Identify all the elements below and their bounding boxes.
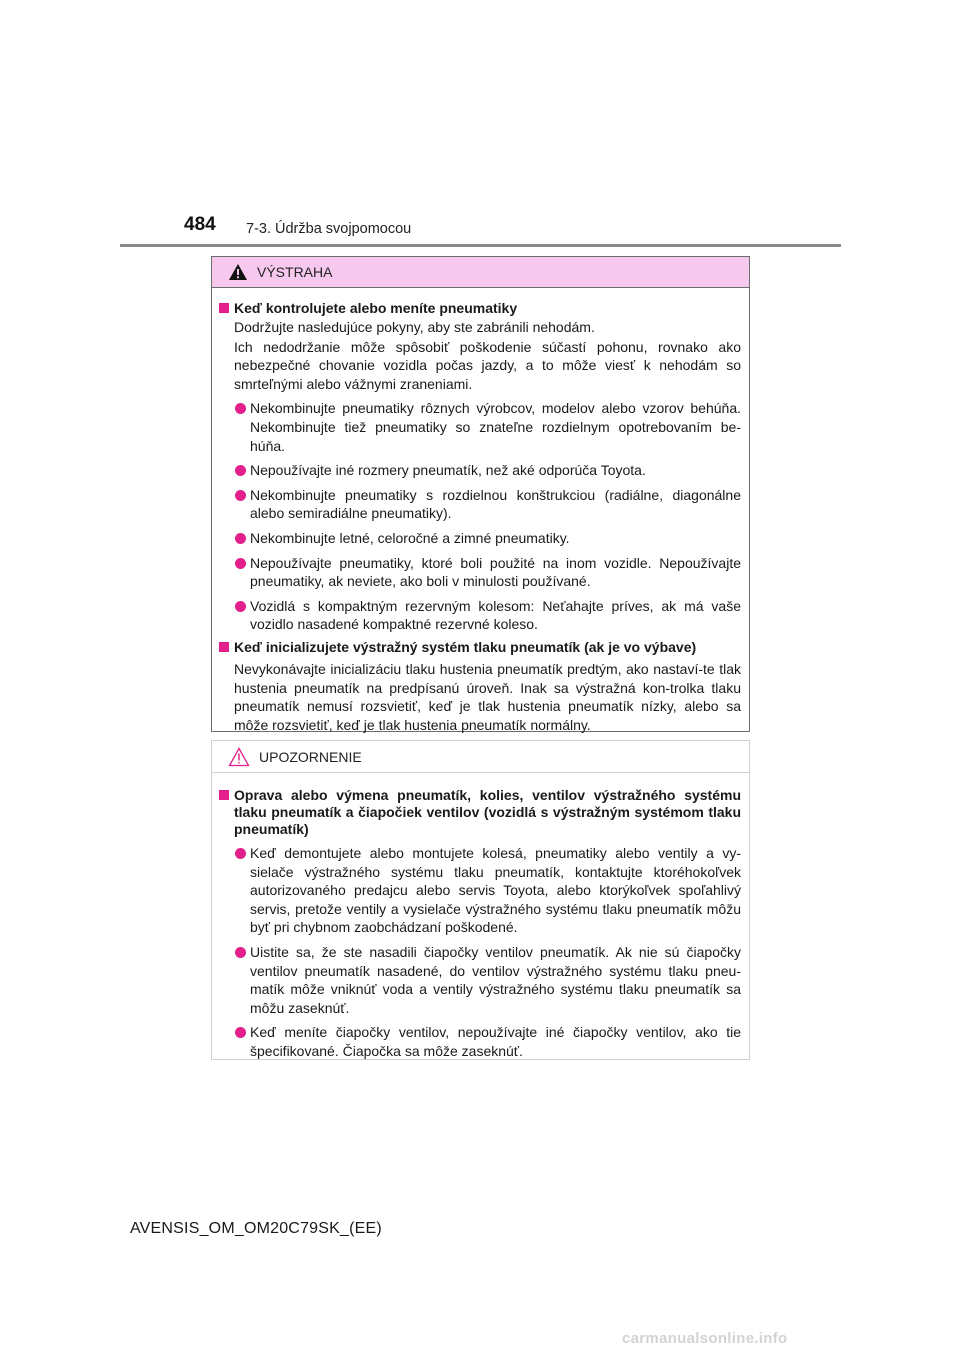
bullet-text: Vozidlá s kompaktným rezervným kolesom: Neťahajte príves, ak má vaše vozidlo nasadené kompaktné rezervné koleso. (250, 597, 741, 633)
bullet-text: Keď meníte čiapočky ventilov, nepoužívajte iné čiapočky ventilov, ako tie špecifikované. Čiapočka sa môže zaseknúť. (250, 1024, 741, 1059)
warning-bullet (219, 399, 741, 455)
caution-heading (219, 787, 741, 838)
document-code: AVENSIS_OM_OM20C79SK_(EE) (130, 1220, 382, 1237)
caution-body (212, 773, 749, 1061)
warning-paragraph: Dodržujte nasledujúce pokyny, aby ste zabránili nehodám. (234, 319, 595, 335)
round-bullet-icon (235, 1027, 246, 1038)
bullet-text: Nekombinujte pneumatiky s rozdielnou konštrukciou (radiálne, diagonálne alebo semiradiálne pneumatiky). (250, 486, 741, 522)
bullet-text: Nepoužívajte pneumatiky, ktoré boli použité na inom vozidle. Nepoužívajte pneumatiky, ak neviete, ako boli v minulosti používané. (250, 554, 741, 590)
round-bullet-icon (235, 490, 246, 501)
bullet-text: Nepoužívajte iné rozmery pneumatík, než aké odporúča Toyota. (250, 462, 646, 479)
heading-text: Keď inicializujete výstražný systém tlaku pneumatík (ak je vo výbave) (234, 638, 697, 655)
caution-bullet (219, 844, 741, 937)
square-bullet-icon (219, 790, 229, 800)
page-number: 484 (184, 214, 216, 235)
round-bullet-icon (235, 947, 246, 958)
caution-title: UPOZORNENIE (259, 748, 362, 765)
warning-bullet (219, 486, 741, 523)
section-title: 7-3. Údržba svojpomocou (246, 221, 412, 237)
warning-box (211, 256, 750, 732)
round-bullet-icon (235, 558, 246, 569)
heading-text: Keď kontrolujete alebo meníte pneumatiky (234, 300, 518, 316)
header-rule (120, 244, 841, 247)
warning-bullet (219, 529, 741, 548)
warning-bullet (219, 597, 741, 634)
bullet-text: Keď demontujete alebo montujete kolesá, pneumatiky alebo ventily a vy-sielače výstražného systému tlaku pneumatík, kontaktujte ktoréhokoľvek autorizovaného predajcu alebo servis Toyota, alebo ktorýkoľvek spoľahlivý servis, pretože ventily a vysielače výstražného systému tlaku pneumatík môžu byť pri chybnom zaobchádzaní poškodené. (250, 845, 741, 936)
square-bullet-icon (219, 303, 229, 313)
warning-heading-2 (219, 639, 741, 656)
warning-paragraph: Ich nedodržanie môže spôsobiť poškodenie súčastí pohonu, rovnako ako nebezpečné chovanie vozidla počas jazdy, a to môže viesť k nehodám so smrteľnými alebo vážnymi zraneniami. (234, 338, 741, 392)
warning-heading-1 (219, 300, 741, 317)
caution-bullet (219, 943, 741, 1017)
bullet-text: Nekombinujte pneumatiky rôznych výrobcov, modelov alebo vzorov behúňa. Nekombinujte tiež pneumatiky so znateľne rozdielnym opotrebovaním be-húňa. (250, 400, 741, 454)
warning-triangle-icon (228, 263, 248, 281)
round-bullet-icon (235, 465, 246, 476)
caution-bullet (219, 1023, 741, 1060)
heading-text: Oprava alebo výmena pneumatík, kolies, ventilov výstražného systému tlaku pneumatík a čiapočiek ventilov (vozidlá s výstražným systémom tlaku pneumatík) (234, 787, 741, 837)
round-bullet-icon (235, 848, 246, 859)
warning-box-header (212, 257, 749, 288)
caution-triangle-icon (228, 747, 250, 767)
warning-paragraph: Nevykonávajte inicializáciu tlaku hustenia pneumatík predtým, ako nastaví-te tlak hustenia pneumatík na predpísanú úroveň. Inak sa výstražná kon-trolka tlaku pneumatík nemusí rozsvietiť, keď je tlak hustenia pneumatík nízky, alebo sa môže rozsvietiť, keď je tlak hustenia pneumatík normálny. (234, 660, 741, 733)
round-bullet-icon (235, 403, 246, 414)
round-bullet-icon (235, 533, 246, 544)
warning-bullet (219, 554, 741, 591)
round-bullet-icon (235, 601, 246, 612)
watermark: carmanualsonline.info (622, 1330, 788, 1347)
caution-box-header (212, 741, 749, 773)
warning-body (212, 288, 749, 734)
bullet-text: Uistite sa, že ste nasadili čiapočky ventilov pneumatík. Ak nie sú čiapočky ventilov pneumatík nasadené, do ventilov výstražného systému tlaku pneu-matík môže vniknúť voda a ventily výstražného systému tlaku pneumatík sa môžu zaseknúť. (250, 943, 741, 1016)
warning-title: VÝSTRAHA (257, 264, 333, 280)
warning-bullet (219, 461, 741, 480)
caution-box (211, 740, 750, 1060)
square-bullet-icon (219, 642, 229, 652)
bullet-text: Nekombinujte letné, celoročné a zimné pneumatiky. (250, 529, 570, 546)
